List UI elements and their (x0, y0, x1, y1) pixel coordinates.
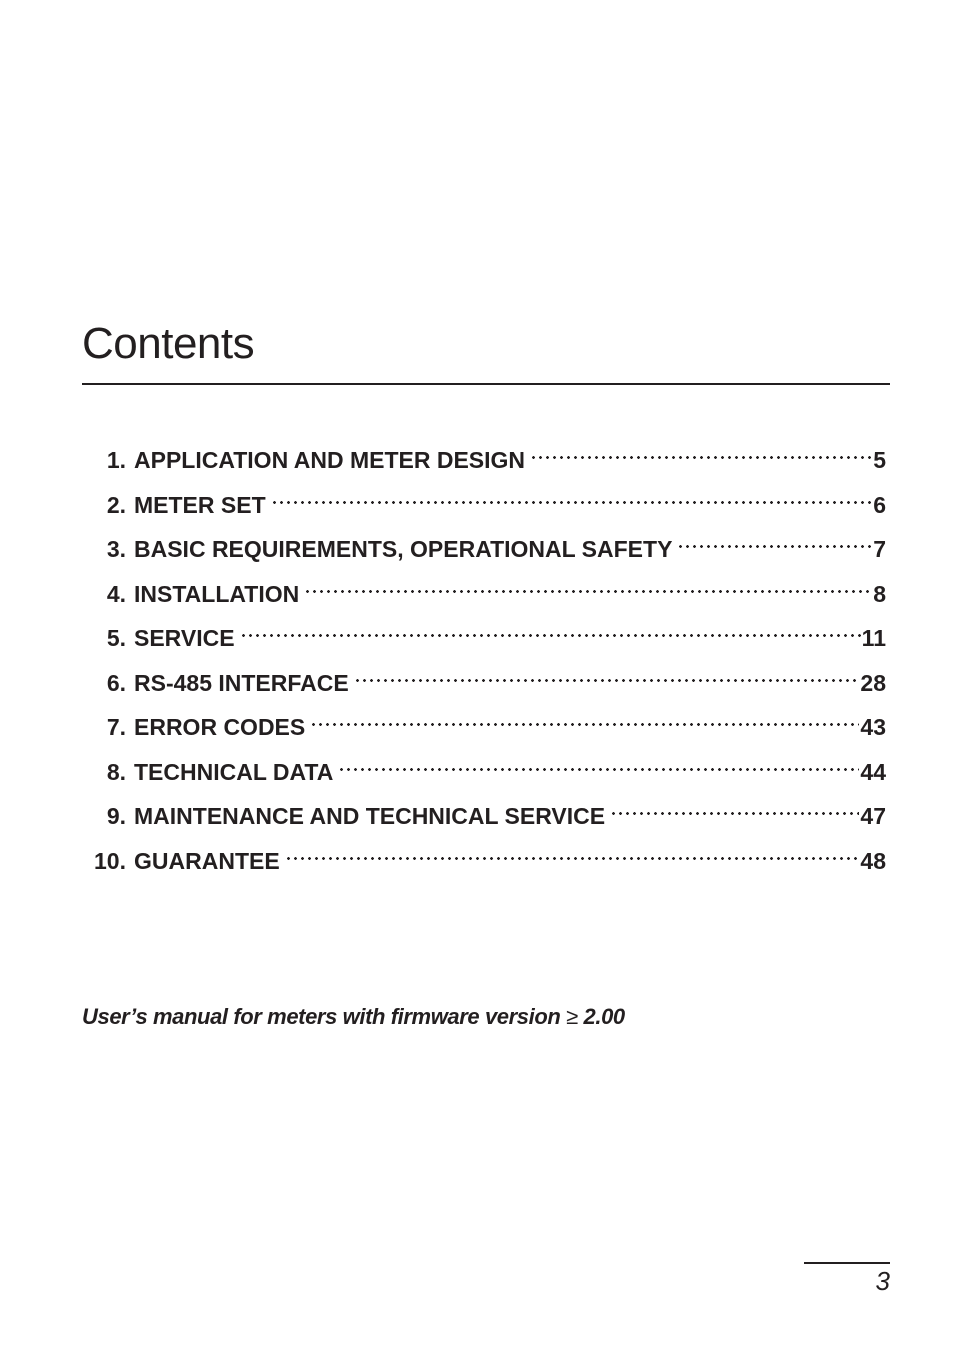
toc-dot-leader (530, 434, 872, 468)
toc-entry[interactable] (82, 701, 886, 746)
table-of-contents (82, 434, 886, 879)
toc-entry[interactable] (82, 612, 886, 657)
toc-entry[interactable] (82, 523, 886, 568)
toc-dot-leader (310, 701, 859, 735)
toc-entry-page: 11 (861, 625, 886, 651)
toc-dot-leader (285, 835, 860, 869)
toc-dot-leader (677, 523, 872, 557)
toc-entry[interactable] (82, 568, 886, 613)
toc-dot-leader (354, 657, 860, 691)
toc-dot-leader (304, 568, 872, 602)
toc-entry-number: 4. (106, 580, 126, 607)
footer-rule (804, 1262, 890, 1264)
toc-entry-number: 5. (106, 625, 126, 651)
toc-entry[interactable] (82, 746, 886, 791)
firmware-version: 2.00 (583, 1004, 625, 1029)
title-underline (82, 383, 890, 385)
toc-entry-title: APPLICATION AND METER DESIGN (134, 447, 526, 473)
toc-entry-page: 44 (860, 758, 886, 785)
toc-entry[interactable] (82, 790, 886, 835)
toc-entry-page: 7 (873, 536, 886, 562)
toc-entry-title: TECHNICAL DATA (134, 758, 334, 785)
toc-entry-page: 47 (860, 803, 886, 829)
toc-dot-leader (610, 790, 859, 824)
firmware-note-text: User’s manual for meters with firmware version (82, 1004, 561, 1029)
toc-entry-title: GUARANTEE (134, 847, 280, 874)
toc-entry[interactable] (82, 657, 886, 702)
toc-entry-title: RS-485 INTERFACE (134, 669, 349, 696)
toc-entry-number: 1. (106, 447, 126, 473)
toc-entry-title: SERVICE (134, 625, 235, 651)
toc-entry-title: MAINTENANCE AND TECHNICAL SERVICE (134, 803, 606, 829)
toc-entry-page: 5 (873, 447, 886, 473)
toc-entry-number: 3. (106, 536, 126, 562)
toc-entry-number: 9. (106, 803, 126, 829)
toc-entry-number: 7. (106, 714, 126, 740)
toc-entry-page: 6 (873, 491, 886, 518)
toc-entry-number: 8. (106, 758, 126, 785)
toc-entry-title: INSTALLATION (134, 580, 300, 607)
toc-dot-leader (271, 479, 873, 513)
toc-entry-page: 43 (860, 714, 886, 740)
toc-entry-number: 10. (94, 847, 126, 874)
toc-entry-number: 6. (106, 669, 126, 696)
greater-or-equal-symbol: ≥ (566, 1004, 578, 1029)
toc-entry-page: 28 (860, 669, 886, 696)
toc-entry-number: 2. (106, 491, 126, 518)
page-title: Contents (82, 319, 255, 368)
toc-dot-leader (338, 746, 859, 780)
toc-entry[interactable] (82, 835, 886, 880)
toc-entry-title: BASIC REQUIREMENTS, OPERATIONAL SAFETY (134, 536, 673, 562)
page-number: 3 (875, 1266, 890, 1296)
toc-entry-title: ERROR CODES (134, 714, 306, 740)
toc-entry-page: 48 (860, 847, 886, 874)
firmware-note (82, 1004, 625, 1030)
toc-entry[interactable] (82, 479, 886, 524)
toc-dot-leader (240, 612, 861, 646)
toc-entry[interactable] (82, 434, 886, 479)
toc-entry-page: 8 (873, 580, 886, 607)
toc-entry-title: METER SET (134, 491, 266, 518)
